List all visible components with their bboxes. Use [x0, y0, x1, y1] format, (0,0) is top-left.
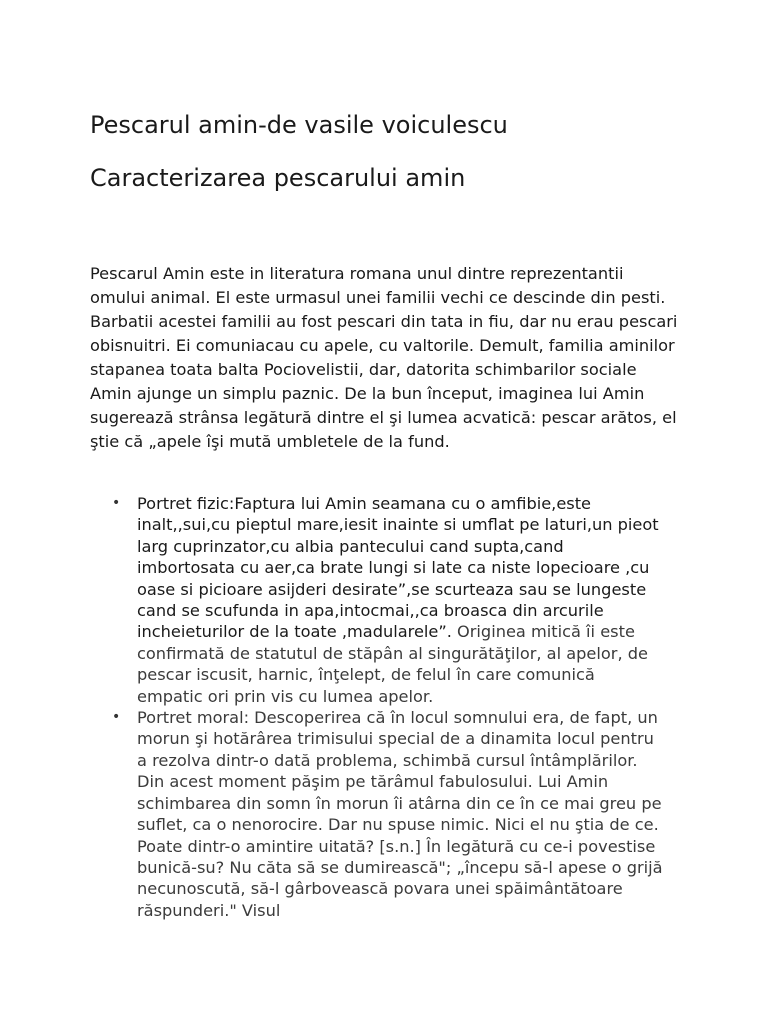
document-subtitle: Caracterizarea pescarului amin [90, 164, 466, 192]
physical-portrait-text: Portret fizic:Faptura lui Amin seamana cu o amfibie,este inalt,,sui,cu pieptul mare,iesit inainte si umflat pe laturi,un pieot larg cuprinzator,cu albia pantecului cand supta,cand imbortosata cu aer,ca brate lungi si late ca niste lopecioare ,cu oase si picioare asijderi desirate”,se scurteaza sau se lungeste cand se scufunda in apa,intocmai,,ca broasca din arcurile incheieturilor de la toate ,madularele”. [137, 494, 659, 642]
bullet-item-moral-portrait [112, 707, 664, 921]
document-title: Pescarul amin-de vasile voiculescu [90, 111, 508, 139]
bullet-list [112, 493, 664, 921]
mythic-origin-text: Originea mitică îi este confirmată de statutul de stăpân al singurătăţilor, al apelor, de pescar iscusit, harnic, înţelept, de felul în care comunică empatic ori prin vis cu lumea apelor. [137, 622, 648, 706]
bullet-marker: • [112, 495, 121, 511]
bullet-marker: • [112, 709, 121, 726]
moral-portrait-text: Portret moral: Descoperirea că în locul somnului era, de fapt, un morun şi hotărârea trimisului special de a dinamita locul pentru a rezolva dintr-o dată problema, schimbă cursul întâmplărilor. Din acest moment păşim pe tărâmul fabulosului. Lui Amin schimbarea din somn în morun îi atârna din ce în ce mai greu pe suflet, ca o nenorocire. Dar nu spuse nimic. Nici el nu ştia de ce. Poate dintr-o amintire uitată? [s.n.] În legătură cu ce-i povestise bunică-su? Nu căta să se dumirească"; „începu să-l apese o grijă necunoscută, să-l gârbovească povara unei spăimântătoare răspunderi." Visul [137, 708, 663, 920]
bullet-item-physical-portrait [112, 493, 664, 707]
intro-paragraph: Pescarul Amin este in literatura romana unul dintre reprezentantii omului animal. El este urmasul unei familii vechi ce descinde din pesti. Barbatii acestei familii au fost pescari din tata in fiu, dar nu erau pescari obisnuitri. Ei comuniacau cu apele, cu valtorile. Demult, familia aminilor stapanea toata balta Pociovelistii, dar, datorita schimbarilor sociale Amin ajunge un simplu paznic. De la bun început, imaginea lui Amin sugerează strânsa legătură dintre el şi lumea acvatică: pescar arătos, el ştie că „apele îşi mută umbletele de la fund. [90, 264, 678, 451]
